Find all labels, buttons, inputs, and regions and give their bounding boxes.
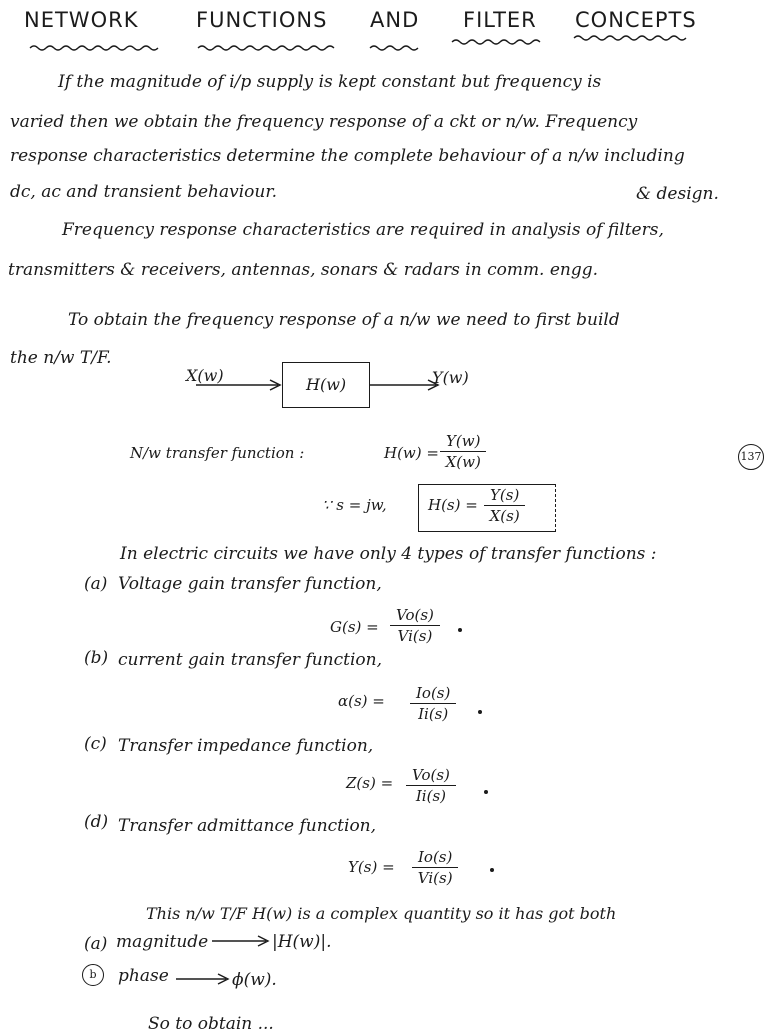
magnitude-label: magnitude xyxy=(116,932,209,952)
type-d-denominator: Vi(s) xyxy=(417,869,453,887)
type-d-lhs: Y(s) = xyxy=(348,858,395,876)
para1-line1: If the magnitude of i/p supply is kept constant but frequency is xyxy=(58,72,602,92)
page-number-badge: 137 xyxy=(738,444,764,470)
types-intro: In electric circuits we have only 4 types of transfer functions : xyxy=(120,544,657,564)
tf-label: N/w transfer function : xyxy=(130,444,305,462)
type-d-marker: (d) xyxy=(84,812,109,832)
type-a-name: Voltage gain transfer function, xyxy=(118,574,382,594)
para1-line3: response characteristics determine the complete behaviour of a n/w including xyxy=(10,146,685,166)
title-word-filter: FILTER xyxy=(463,8,537,32)
magnitude-marker: (a) xyxy=(84,934,108,954)
complex-line: This n/w T/F H(w) is a complex quantity so it has got both xyxy=(146,904,617,923)
para1-design-note: & design. xyxy=(636,184,719,204)
block-output-label: Y(w) xyxy=(432,368,469,387)
title-word-and: AND xyxy=(370,8,420,32)
phase-marker: b xyxy=(82,964,104,986)
type-c-denominator: Ii(s) xyxy=(415,787,446,805)
type-c-numerator: Vo(s) xyxy=(406,766,456,786)
tf-lhs: H(w) = xyxy=(384,444,439,462)
para3-line1: To obtain the frequency response of a n/w we need to first build xyxy=(68,310,620,330)
type-d-numerator: Io(s) xyxy=(412,848,458,868)
type-b-marker: (b) xyxy=(84,648,109,668)
type-a-lhs: G(s) = xyxy=(330,618,379,636)
block-input-label: X(w) xyxy=(186,366,224,385)
substitution-denominator: X(s) xyxy=(489,507,520,525)
type-c-name: Transfer impedance function, xyxy=(118,736,374,756)
type-c-lhs: Z(s) = xyxy=(346,774,394,792)
type-b-denominator: Ii(s) xyxy=(418,705,449,723)
substitution-numerator: Y(s) xyxy=(484,486,525,506)
para2-line2: transmitters & receivers, antennas, sonars & radars in comm. engg. xyxy=(8,260,599,280)
footer-partial: So to obtain ... xyxy=(148,1014,274,1034)
type-b-lhs: α(s) = xyxy=(338,692,385,710)
magnitude-value: |H(w)|. xyxy=(272,932,332,952)
type-b-name: current gain transfer function, xyxy=(118,650,382,670)
phase-value: ϕ(w). xyxy=(232,970,277,990)
type-a-numerator: Vo(s) xyxy=(390,606,440,626)
type-b-numerator: Io(s) xyxy=(410,684,456,704)
block-label: H(w) xyxy=(306,375,347,394)
para2-line1: Frequency response characteristics are required in analysis of filters, xyxy=(62,220,664,240)
para1-line4: dc, ac and transient behaviour. xyxy=(10,182,278,202)
tf-numerator: Y(w) xyxy=(440,432,486,452)
para1-line2: varied then we obtain the frequency response of a ckt or n/w. Frequency xyxy=(10,112,638,132)
type-a-denominator: Vi(s) xyxy=(397,627,433,645)
phase-label: phase xyxy=(118,966,169,986)
title-word-network: NETWORK xyxy=(24,8,139,32)
para3-line2: the n/w T/F. xyxy=(10,348,112,368)
type-d-name: Transfer admittance function, xyxy=(118,816,377,836)
type-c-marker: (c) xyxy=(84,734,107,754)
tf-denominator: X(w) xyxy=(445,453,481,471)
substitution-lhs: H(s) = xyxy=(428,496,478,514)
type-a-marker: (a) xyxy=(84,574,108,594)
title-word-concepts: CONCEPTS xyxy=(575,8,697,32)
title-word-functions: FUNCTIONS xyxy=(196,8,328,32)
substitution-text: ∵ s = jw, xyxy=(322,496,387,514)
